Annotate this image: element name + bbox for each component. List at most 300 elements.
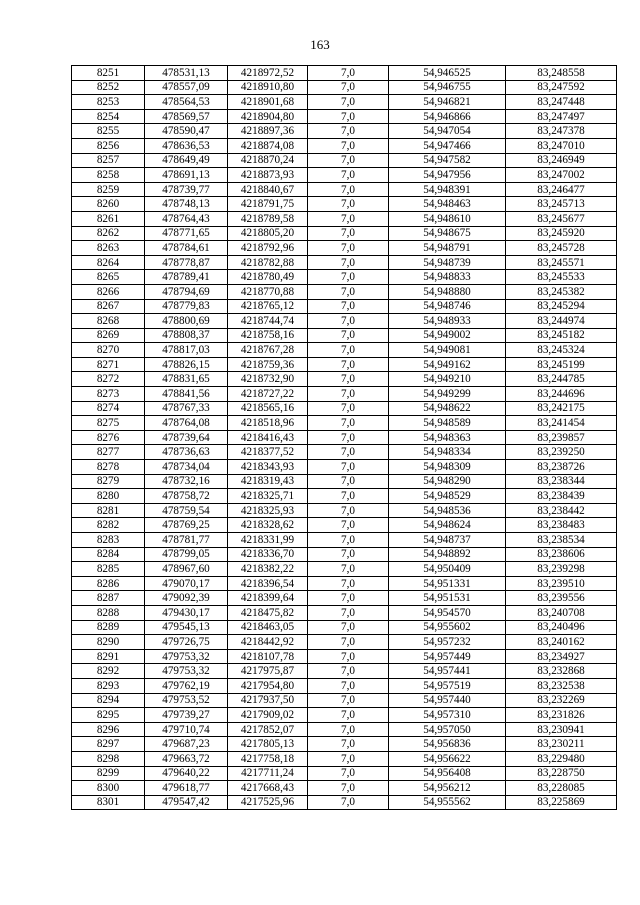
point-number-cell: 8263 [72, 241, 145, 256]
x-coordinate-cell: 478799,05 [145, 547, 228, 562]
point-number-cell: 8262 [72, 226, 145, 241]
point-number-cell: 8272 [72, 372, 145, 387]
table-row [72, 693, 617, 708]
y-coordinate-cell: 4218732,90 [228, 372, 308, 387]
value-cell: 7,0 [308, 80, 389, 95]
value-cell: 7,0 [308, 124, 389, 139]
x-coordinate-cell: 479726,75 [145, 635, 228, 650]
longitude-cell: 83,238344 [506, 474, 617, 489]
point-number-cell: 8289 [72, 620, 145, 635]
y-coordinate-cell: 4218377,52 [228, 445, 308, 460]
longitude-cell: 83,247448 [506, 95, 617, 110]
latitude-cell: 54,946866 [389, 109, 506, 124]
point-number-cell: 8298 [72, 751, 145, 766]
point-number-cell: 8282 [72, 518, 145, 533]
point-number-cell: 8264 [72, 255, 145, 270]
longitude-cell: 83,225869 [506, 795, 617, 810]
x-coordinate-cell: 478636,53 [145, 138, 228, 153]
point-number-cell: 8277 [72, 445, 145, 460]
value-cell: 7,0 [308, 693, 389, 708]
point-number-cell: 8276 [72, 430, 145, 445]
value-cell: 7,0 [308, 168, 389, 183]
y-coordinate-cell: 4218910,80 [228, 80, 308, 95]
latitude-cell: 54,949002 [389, 328, 506, 343]
point-number-cell: 8278 [72, 460, 145, 475]
x-coordinate-cell: 479070,17 [145, 576, 228, 591]
table-row [72, 314, 617, 329]
table-row [72, 270, 617, 285]
value-cell: 7,0 [308, 226, 389, 241]
longitude-cell: 83,245677 [506, 211, 617, 226]
latitude-cell: 54,948589 [389, 416, 506, 431]
point-number-cell: 8296 [72, 722, 145, 737]
longitude-cell: 83,244696 [506, 387, 617, 402]
x-coordinate-cell: 478732,16 [145, 474, 228, 489]
latitude-cell: 54,948290 [389, 474, 506, 489]
y-coordinate-cell: 4218518,96 [228, 416, 308, 431]
coordinates-table [71, 65, 617, 810]
value-cell: 7,0 [308, 66, 389, 81]
value-cell: 7,0 [308, 605, 389, 620]
longitude-cell: 83,247497 [506, 109, 617, 124]
value-cell: 7,0 [308, 445, 389, 460]
table-row [72, 168, 617, 183]
x-coordinate-cell: 478769,25 [145, 518, 228, 533]
longitude-cell: 83,247378 [506, 124, 617, 139]
x-coordinate-cell: 478781,77 [145, 533, 228, 548]
latitude-cell: 54,947582 [389, 153, 506, 168]
point-number-cell: 8266 [72, 284, 145, 299]
x-coordinate-cell: 478691,13 [145, 168, 228, 183]
latitude-cell: 54,957519 [389, 678, 506, 693]
point-number-cell: 8290 [72, 635, 145, 650]
latitude-cell: 54,951531 [389, 591, 506, 606]
longitude-cell: 83,232538 [506, 678, 617, 693]
x-coordinate-cell: 479762,19 [145, 678, 228, 693]
longitude-cell: 83,238534 [506, 533, 617, 548]
longitude-cell: 83,244974 [506, 314, 617, 329]
latitude-cell: 54,949081 [389, 343, 506, 358]
longitude-cell: 83,240496 [506, 620, 617, 635]
latitude-cell: 54,957050 [389, 722, 506, 737]
point-number-cell: 8287 [72, 591, 145, 606]
x-coordinate-cell: 479753,32 [145, 649, 228, 664]
y-coordinate-cell: 4218901,68 [228, 95, 308, 110]
x-coordinate-cell: 478779,83 [145, 299, 228, 314]
y-coordinate-cell: 4218107,78 [228, 649, 308, 664]
table-row [72, 474, 617, 489]
latitude-cell: 54,948391 [389, 182, 506, 197]
longitude-cell: 83,245713 [506, 197, 617, 212]
table-row [72, 138, 617, 153]
point-number-cell: 8258 [72, 168, 145, 183]
latitude-cell: 54,947956 [389, 168, 506, 183]
value-cell: 7,0 [308, 270, 389, 285]
longitude-cell: 83,239556 [506, 591, 617, 606]
x-coordinate-cell: 479618,77 [145, 781, 228, 796]
latitude-cell: 54,948624 [389, 518, 506, 533]
value-cell: 7,0 [308, 649, 389, 664]
table-row [72, 284, 617, 299]
y-coordinate-cell: 4218416,43 [228, 430, 308, 445]
longitude-cell: 83,238439 [506, 489, 617, 504]
longitude-cell: 83,228750 [506, 766, 617, 781]
longitude-cell: 83,245728 [506, 241, 617, 256]
table-row [72, 737, 617, 752]
point-number-cell: 8288 [72, 605, 145, 620]
value-cell: 7,0 [308, 416, 389, 431]
longitude-cell: 83,239510 [506, 576, 617, 591]
table-row [72, 576, 617, 591]
x-coordinate-cell: 478759,54 [145, 503, 228, 518]
x-coordinate-cell: 478557,09 [145, 80, 228, 95]
table-row [72, 562, 617, 577]
latitude-cell: 54,957440 [389, 693, 506, 708]
latitude-cell: 54,948833 [389, 270, 506, 285]
point-number-cell: 8283 [72, 533, 145, 548]
point-number-cell: 8273 [72, 387, 145, 402]
point-number-cell: 8294 [72, 693, 145, 708]
value-cell: 7,0 [308, 518, 389, 533]
latitude-cell: 54,947054 [389, 124, 506, 139]
y-coordinate-cell: 4218744,74 [228, 314, 308, 329]
value-cell: 7,0 [308, 751, 389, 766]
table-row [72, 182, 617, 197]
value-cell: 7,0 [308, 547, 389, 562]
x-coordinate-cell: 478564,53 [145, 95, 228, 110]
table-row [72, 445, 617, 460]
longitude-cell: 83,239250 [506, 445, 617, 460]
table-row [72, 255, 617, 270]
y-coordinate-cell: 4217852,07 [228, 722, 308, 737]
longitude-cell: 83,247592 [506, 80, 617, 95]
latitude-cell: 54,947466 [389, 138, 506, 153]
x-coordinate-cell: 479687,23 [145, 737, 228, 752]
latitude-cell: 54,957232 [389, 635, 506, 650]
longitude-cell: 83,240162 [506, 635, 617, 650]
point-number-cell: 8285 [72, 562, 145, 577]
x-coordinate-cell: 478758,72 [145, 489, 228, 504]
point-number-cell: 8261 [72, 211, 145, 226]
x-coordinate-cell: 478841,56 [145, 387, 228, 402]
point-number-cell: 8254 [72, 109, 145, 124]
latitude-cell: 54,956408 [389, 766, 506, 781]
latitude-cell: 54,948536 [389, 503, 506, 518]
longitude-cell: 83,230941 [506, 722, 617, 737]
table-row [72, 416, 617, 431]
y-coordinate-cell: 4218325,71 [228, 489, 308, 504]
point-number-cell: 8299 [72, 766, 145, 781]
longitude-cell: 83,248558 [506, 66, 617, 81]
table-row [72, 635, 617, 650]
value-cell: 7,0 [308, 576, 389, 591]
point-number-cell: 8301 [72, 795, 145, 810]
value-cell: 7,0 [308, 460, 389, 475]
value-cell: 7,0 [308, 241, 389, 256]
point-number-cell: 8286 [72, 576, 145, 591]
value-cell: 7,0 [308, 533, 389, 548]
x-coordinate-cell: 478764,08 [145, 416, 228, 431]
y-coordinate-cell: 4218805,20 [228, 226, 308, 241]
table-row [72, 124, 617, 139]
table-row [72, 766, 617, 781]
value-cell: 7,0 [308, 357, 389, 372]
longitude-cell: 83,232868 [506, 664, 617, 679]
page-number: 163 [310, 37, 330, 52]
table-row [72, 678, 617, 693]
table-row [72, 664, 617, 679]
x-coordinate-cell: 478734,04 [145, 460, 228, 475]
longitude-cell: 83,246477 [506, 182, 617, 197]
latitude-cell: 54,948933 [389, 314, 506, 329]
latitude-cell: 54,949210 [389, 372, 506, 387]
longitude-cell: 83,238483 [506, 518, 617, 533]
longitude-cell: 83,230211 [506, 737, 617, 752]
value-cell: 7,0 [308, 503, 389, 518]
y-coordinate-cell: 4217975,87 [228, 664, 308, 679]
x-coordinate-cell: 478794,69 [145, 284, 228, 299]
x-coordinate-cell: 478808,37 [145, 328, 228, 343]
point-number-cell: 8270 [72, 343, 145, 358]
point-number-cell: 8267 [72, 299, 145, 314]
value-cell: 7,0 [308, 299, 389, 314]
point-number-cell: 8271 [72, 357, 145, 372]
y-coordinate-cell: 4218874,08 [228, 138, 308, 153]
value-cell: 7,0 [308, 182, 389, 197]
table-row [72, 109, 617, 124]
point-number-cell: 8300 [72, 781, 145, 796]
coordinates-table-body [72, 66, 617, 810]
x-coordinate-cell: 478826,15 [145, 357, 228, 372]
table-row [72, 401, 617, 416]
point-number-cell: 8292 [72, 664, 145, 679]
y-coordinate-cell: 4218565,16 [228, 401, 308, 416]
latitude-cell: 54,948334 [389, 445, 506, 460]
longitude-cell: 83,238442 [506, 503, 617, 518]
longitude-cell: 83,242175 [506, 401, 617, 416]
longitude-cell: 83,232269 [506, 693, 617, 708]
value-cell: 7,0 [308, 211, 389, 226]
x-coordinate-cell: 478531,13 [145, 66, 228, 81]
x-coordinate-cell: 479092,39 [145, 591, 228, 606]
y-coordinate-cell: 4218328,62 [228, 518, 308, 533]
point-number-cell: 8260 [72, 197, 145, 212]
y-coordinate-cell: 4218463,05 [228, 620, 308, 635]
value-cell: 7,0 [308, 401, 389, 416]
value-cell: 7,0 [308, 620, 389, 635]
y-coordinate-cell: 4218780,49 [228, 270, 308, 285]
longitude-cell: 83,229480 [506, 751, 617, 766]
table-row [72, 357, 617, 372]
table-row [72, 80, 617, 95]
point-number-cell: 8256 [72, 138, 145, 153]
x-coordinate-cell: 478739,77 [145, 182, 228, 197]
longitude-cell: 83,247010 [506, 138, 617, 153]
latitude-cell: 54,951331 [389, 576, 506, 591]
x-coordinate-cell: 478736,63 [145, 445, 228, 460]
y-coordinate-cell: 4218399,64 [228, 591, 308, 606]
table-row [72, 503, 617, 518]
latitude-cell: 54,946821 [389, 95, 506, 110]
value-cell: 7,0 [308, 197, 389, 212]
y-coordinate-cell: 4217668,43 [228, 781, 308, 796]
value-cell: 7,0 [308, 372, 389, 387]
point-number-cell: 8257 [72, 153, 145, 168]
point-number-cell: 8295 [72, 708, 145, 723]
x-coordinate-cell: 478590,47 [145, 124, 228, 139]
value-cell: 7,0 [308, 328, 389, 343]
point-number-cell: 8293 [72, 678, 145, 693]
x-coordinate-cell: 479739,27 [145, 708, 228, 723]
value-cell: 7,0 [308, 474, 389, 489]
longitude-cell: 83,238606 [506, 547, 617, 562]
y-coordinate-cell: 4217954,80 [228, 678, 308, 693]
x-coordinate-cell: 478764,43 [145, 211, 228, 226]
longitude-cell: 83,245571 [506, 255, 617, 270]
longitude-cell: 83,234927 [506, 649, 617, 664]
y-coordinate-cell: 4217758,18 [228, 751, 308, 766]
latitude-cell: 54,956212 [389, 781, 506, 796]
y-coordinate-cell: 4218792,96 [228, 241, 308, 256]
point-number-cell: 8252 [72, 80, 145, 95]
x-coordinate-cell: 478778,87 [145, 255, 228, 270]
longitude-cell: 83,245199 [506, 357, 617, 372]
y-coordinate-cell: 4218336,70 [228, 547, 308, 562]
latitude-cell: 54,957441 [389, 664, 506, 679]
value-cell: 7,0 [308, 664, 389, 679]
longitude-cell: 83,241454 [506, 416, 617, 431]
x-coordinate-cell: 478771,65 [145, 226, 228, 241]
table-row [72, 197, 617, 212]
point-number-cell: 8274 [72, 401, 145, 416]
y-coordinate-cell: 4217525,96 [228, 795, 308, 810]
x-coordinate-cell: 479640,22 [145, 766, 228, 781]
longitude-cell: 83,238726 [506, 460, 617, 475]
latitude-cell: 54,948463 [389, 197, 506, 212]
point-number-cell: 8281 [72, 503, 145, 518]
x-coordinate-cell: 478739,64 [145, 430, 228, 445]
value-cell: 7,0 [308, 430, 389, 445]
y-coordinate-cell: 4218791,75 [228, 197, 308, 212]
latitude-cell: 54,946525 [389, 66, 506, 81]
value-cell: 7,0 [308, 766, 389, 781]
point-number-cell: 8297 [72, 737, 145, 752]
y-coordinate-cell: 4218972,52 [228, 66, 308, 81]
latitude-cell: 54,948610 [389, 211, 506, 226]
table-row [72, 226, 617, 241]
x-coordinate-cell: 478748,13 [145, 197, 228, 212]
longitude-cell: 83,245294 [506, 299, 617, 314]
y-coordinate-cell: 4218343,93 [228, 460, 308, 475]
y-coordinate-cell: 4218782,88 [228, 255, 308, 270]
y-coordinate-cell: 4218904,80 [228, 109, 308, 124]
table-row [72, 343, 617, 358]
table-row [72, 241, 617, 256]
latitude-cell: 54,955602 [389, 620, 506, 635]
y-coordinate-cell: 4218840,67 [228, 182, 308, 197]
point-number-cell: 8259 [72, 182, 145, 197]
table-row [72, 387, 617, 402]
y-coordinate-cell: 4218396,54 [228, 576, 308, 591]
longitude-cell: 83,245920 [506, 226, 617, 241]
table-row [72, 372, 617, 387]
longitude-cell: 83,247002 [506, 168, 617, 183]
x-coordinate-cell: 478967,60 [145, 562, 228, 577]
longitude-cell: 83,240708 [506, 605, 617, 620]
value-cell: 7,0 [308, 678, 389, 693]
point-number-cell: 8251 [72, 66, 145, 81]
x-coordinate-cell: 478569,57 [145, 109, 228, 124]
point-number-cell: 8265 [72, 270, 145, 285]
value-cell: 7,0 [308, 314, 389, 329]
longitude-cell: 83,239298 [506, 562, 617, 577]
latitude-cell: 54,948529 [389, 489, 506, 504]
latitude-cell: 54,946755 [389, 80, 506, 95]
table-row [72, 211, 617, 226]
x-coordinate-cell: 479547,42 [145, 795, 228, 810]
y-coordinate-cell: 4217805,13 [228, 737, 308, 752]
latitude-cell: 54,948737 [389, 533, 506, 548]
point-number-cell: 8279 [72, 474, 145, 489]
value-cell: 7,0 [308, 153, 389, 168]
y-coordinate-cell: 4218475,82 [228, 605, 308, 620]
longitude-cell: 83,228085 [506, 781, 617, 796]
latitude-cell: 54,948363 [389, 430, 506, 445]
table-row [72, 95, 617, 110]
table-row [72, 795, 617, 810]
latitude-cell: 54,949299 [389, 387, 506, 402]
x-coordinate-cell: 479663,72 [145, 751, 228, 766]
table-row [72, 649, 617, 664]
y-coordinate-cell: 4218770,88 [228, 284, 308, 299]
y-coordinate-cell: 4218767,28 [228, 343, 308, 358]
value-cell: 7,0 [308, 387, 389, 402]
longitude-cell: 83,245533 [506, 270, 617, 285]
table-row [72, 66, 617, 81]
latitude-cell: 54,957310 [389, 708, 506, 723]
table-row [72, 430, 617, 445]
point-number-cell: 8280 [72, 489, 145, 504]
x-coordinate-cell: 479545,13 [145, 620, 228, 635]
point-number-cell: 8291 [72, 649, 145, 664]
value-cell: 7,0 [308, 343, 389, 358]
table-row [72, 489, 617, 504]
value-cell: 7,0 [308, 781, 389, 796]
table-row [72, 722, 617, 737]
x-coordinate-cell: 478831,65 [145, 372, 228, 387]
table-row [72, 591, 617, 606]
y-coordinate-cell: 4218325,93 [228, 503, 308, 518]
y-coordinate-cell: 4218442,92 [228, 635, 308, 650]
latitude-cell: 54,955562 [389, 795, 506, 810]
x-coordinate-cell: 478649,49 [145, 153, 228, 168]
longitude-cell: 83,245324 [506, 343, 617, 358]
latitude-cell: 54,948880 [389, 284, 506, 299]
table-row [72, 153, 617, 168]
table-row [72, 751, 617, 766]
value-cell: 7,0 [308, 284, 389, 299]
point-number-cell: 8269 [72, 328, 145, 343]
latitude-cell: 54,948791 [389, 241, 506, 256]
value-cell: 7,0 [308, 591, 389, 606]
latitude-cell: 54,948746 [389, 299, 506, 314]
y-coordinate-cell: 4218331,99 [228, 533, 308, 548]
table-row [72, 460, 617, 475]
table-row [72, 708, 617, 723]
longitude-cell: 83,245182 [506, 328, 617, 343]
latitude-cell: 54,949162 [389, 357, 506, 372]
point-number-cell: 8284 [72, 547, 145, 562]
